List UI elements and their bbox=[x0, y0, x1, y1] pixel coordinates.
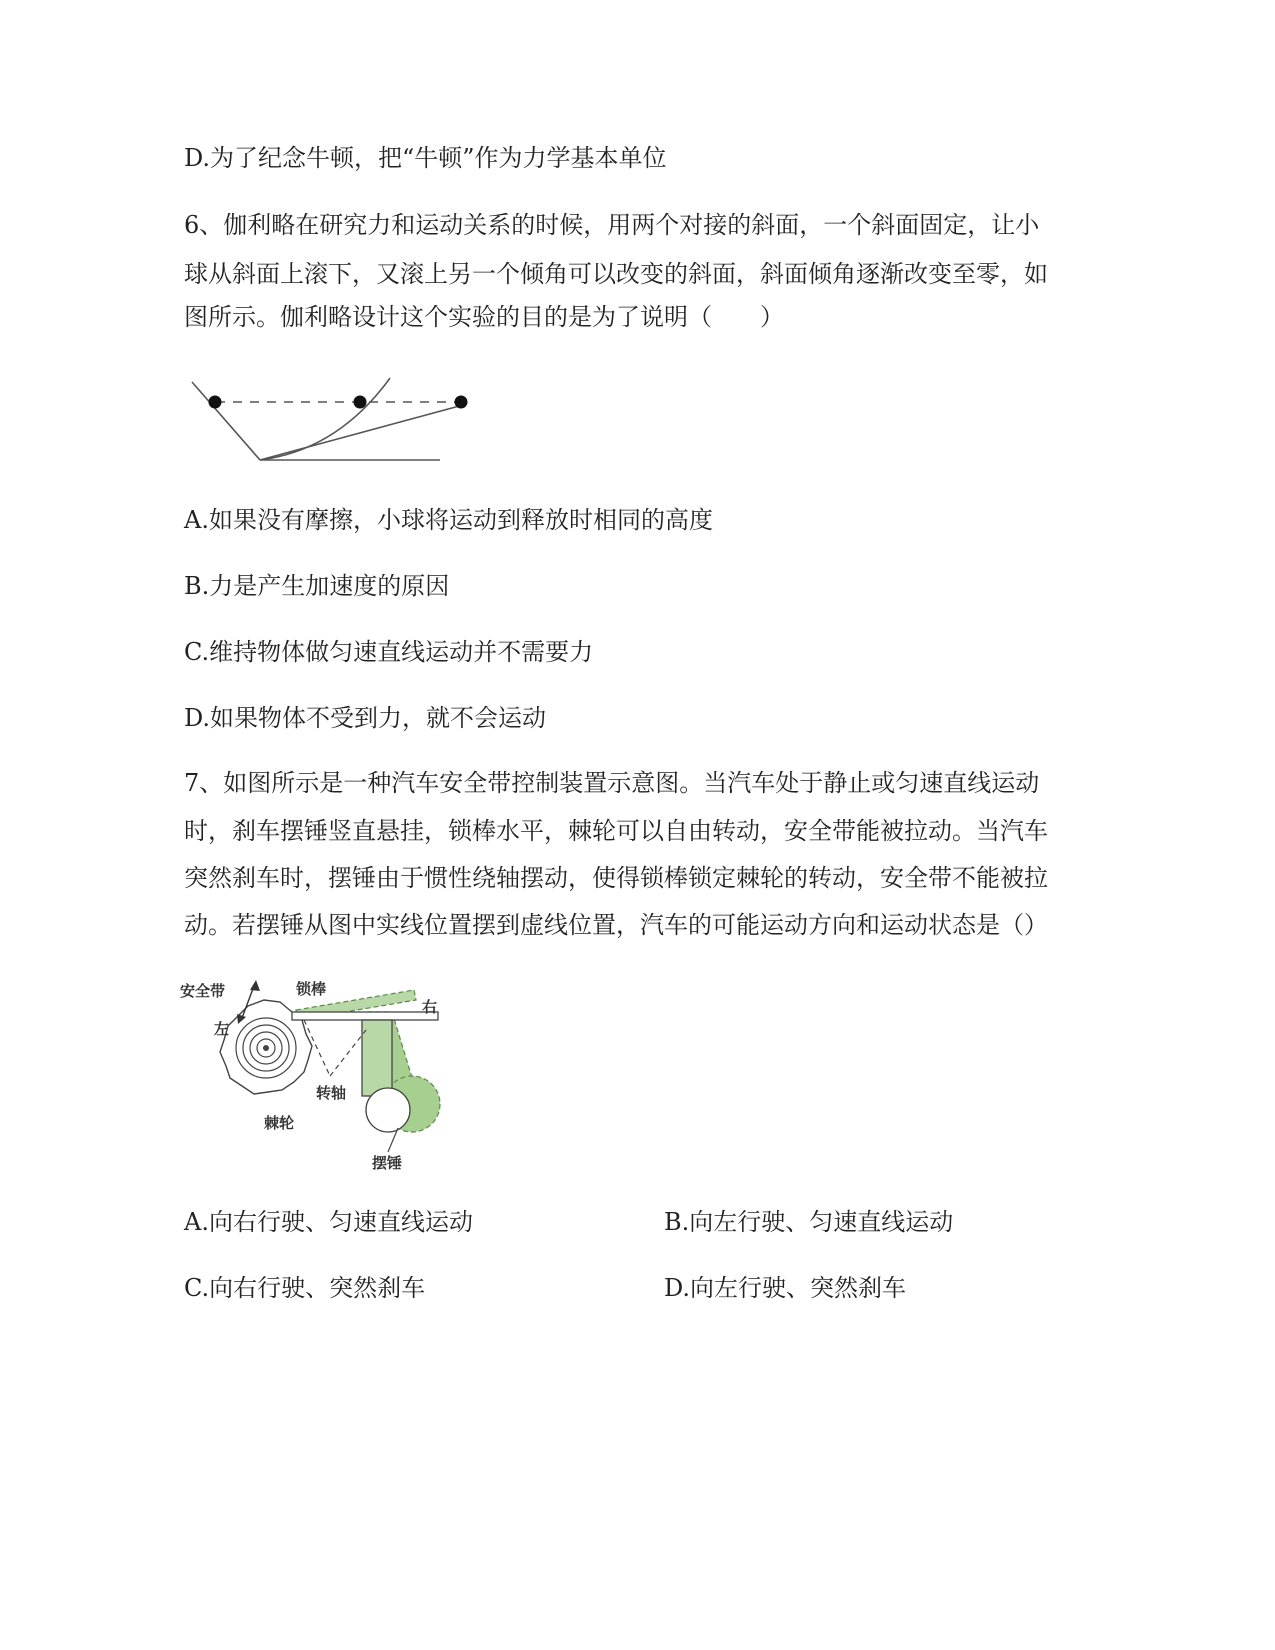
q7-stem-line-1: 7、如图所示是一种汽车安全带控制装置示意图。当汽车处于静止或匀速直线运动 bbox=[184, 769, 1040, 797]
q7-stem-line-4: 动。若摆锤从图中实线位置摆到虚线位置，汽车的可能运动方向和运动状态是（） bbox=[184, 911, 1048, 939]
q7-option-b: B.向左行驶、匀速直线运动 bbox=[664, 1208, 954, 1236]
label-lock-bar: 锁棒 bbox=[296, 980, 327, 998]
lock-bar bbox=[292, 1012, 438, 1020]
q6-option-b: B.力是产生加速度的原因 bbox=[184, 572, 450, 600]
q6-stem-line-3: 图所示。伽利略设计这个实验的目的是为了说明（ ） bbox=[184, 303, 784, 331]
q7-option-a: A.向右行驶、匀速直线运动 bbox=[184, 1208, 473, 1236]
q6-incline-figure bbox=[188, 372, 478, 472]
label-seatbelt: 安全带 bbox=[180, 982, 226, 1000]
q5-option-d: D.为了纪念牛顿，把“牛顿”作为力学基本单位 bbox=[184, 144, 667, 172]
q7-seatbelt-figure bbox=[176, 972, 466, 1172]
label-axis: 转轴 bbox=[316, 1084, 347, 1102]
label-pendulum: 摆锤 bbox=[372, 1154, 403, 1172]
label-ratchet: 棘轮 bbox=[264, 1114, 295, 1132]
seatbelt-arrow-up bbox=[250, 980, 260, 991]
q6-option-a: A.如果没有摩擦，小球将运动到释放时相同的高度 bbox=[184, 506, 713, 534]
ball-end bbox=[455, 396, 468, 409]
pendulum-bob bbox=[366, 1088, 410, 1132]
shallow-incline bbox=[260, 405, 463, 460]
fixed-incline bbox=[192, 382, 260, 460]
pendulum-arm bbox=[362, 1020, 392, 1096]
q6-option-c: C.维持物体做匀速直线运动并不需要力 bbox=[184, 638, 594, 666]
label-left: 左 bbox=[214, 1020, 230, 1038]
q6-option-d: D.如果物体不受到力，就不会运动 bbox=[184, 704, 547, 732]
q6-stem-line-2: 球从斜面上滚下，又滚上另一个倾角可以改变的斜面，斜面倾角逐渐改变至零，如 bbox=[184, 260, 1048, 288]
steep-curve-incline bbox=[260, 378, 390, 460]
q6-stem-line-1: 6、伽利略在研究力和运动关系的时候，用两个对接的斜面，一个斜面固定，让小 bbox=[184, 211, 1040, 239]
axis-pointer-line bbox=[330, 1030, 366, 1076]
q7-stem-line-3: 突然刹车时，摆锤由于惯性绕轴摆动，使得锁棒锁定棘轮的转动，安全带不能被拉 bbox=[184, 864, 1048, 892]
q7-stem-line-2: 时，刹车摆锤竖直悬挂，锁棒水平，棘轮可以自由转动，安全带能被拉动。当汽车 bbox=[184, 817, 1048, 845]
ball-middle bbox=[354, 396, 367, 409]
q7-option-d: D.向左行驶、突然刹车 bbox=[664, 1274, 907, 1302]
label-right: 右 bbox=[422, 998, 438, 1016]
ball-start bbox=[209, 396, 222, 409]
q7-option-c: C.向右行驶、突然刹车 bbox=[184, 1274, 426, 1302]
